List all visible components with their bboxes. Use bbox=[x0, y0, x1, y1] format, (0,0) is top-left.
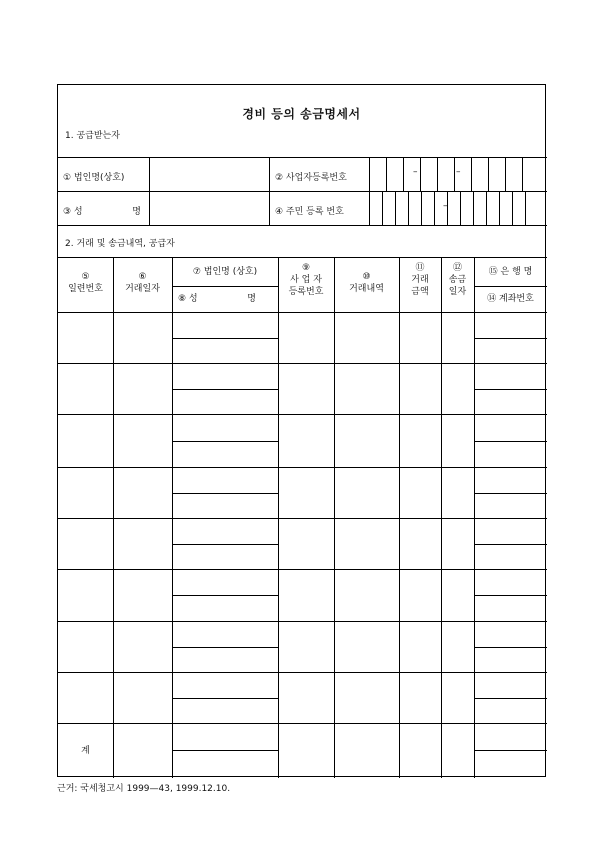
digit-box bbox=[386, 157, 387, 191]
divider bbox=[474, 698, 547, 699]
resident-reg-label: ④ 주민 등록 번호 bbox=[275, 207, 344, 217]
person-name-label-part2: 명 bbox=[132, 207, 141, 217]
header-business-reg bbox=[278, 262, 334, 298]
digit-box bbox=[382, 191, 383, 225]
divider bbox=[58, 225, 547, 226]
divider bbox=[474, 389, 547, 390]
digit-box bbox=[395, 191, 396, 225]
divider bbox=[172, 595, 278, 596]
header-account-number: ⑭ 계좌번호 bbox=[487, 294, 534, 304]
form-title: 경비 등의 송금명세서 bbox=[242, 107, 361, 121]
divider bbox=[441, 257, 442, 778]
digit-box bbox=[486, 191, 487, 225]
divider bbox=[58, 157, 547, 158]
digit-box bbox=[437, 157, 438, 191]
total-label: 계 bbox=[81, 746, 90, 756]
divider bbox=[149, 157, 150, 225]
divider bbox=[474, 338, 547, 339]
divider bbox=[334, 257, 335, 778]
header-remit-date-line1: 송금 bbox=[448, 275, 467, 285]
digit-box bbox=[488, 157, 489, 191]
header-serial-number: ⑤ bbox=[81, 272, 90, 282]
digit-box bbox=[454, 157, 455, 191]
header-person-name bbox=[178, 293, 256, 305]
divider bbox=[278, 257, 279, 778]
divider bbox=[172, 698, 278, 699]
digit-box bbox=[499, 191, 500, 225]
digit-box bbox=[512, 191, 513, 225]
divider bbox=[474, 750, 547, 751]
reg-dash: – bbox=[456, 167, 461, 177]
digit-box bbox=[403, 157, 404, 191]
section-1-heading: 1. 공급받는자 bbox=[65, 131, 120, 141]
divider bbox=[474, 286, 547, 287]
divider bbox=[369, 157, 370, 225]
divider bbox=[474, 595, 547, 596]
divider bbox=[399, 257, 400, 778]
header-serial bbox=[58, 271, 113, 295]
remittance-form bbox=[57, 84, 546, 777]
header-serial-label: 일련번호 bbox=[68, 284, 103, 294]
header-trade-details bbox=[334, 271, 399, 295]
header-company-name: ⑦ 법인명 (상호) bbox=[192, 267, 258, 277]
divider bbox=[172, 647, 278, 648]
digit-box bbox=[408, 191, 409, 225]
digit-box bbox=[505, 157, 506, 191]
person-name-label bbox=[63, 204, 141, 217]
digit-box bbox=[420, 157, 421, 191]
divider bbox=[474, 544, 547, 545]
divider bbox=[172, 493, 278, 494]
header-trade-date bbox=[113, 271, 172, 295]
divider bbox=[172, 750, 278, 751]
header-trade-amount-line1: 거래 bbox=[411, 275, 429, 285]
divider bbox=[474, 257, 475, 778]
divider bbox=[172, 338, 278, 339]
digit-box bbox=[473, 191, 474, 225]
header-business-reg-number: ⑨ bbox=[301, 263, 311, 273]
header-person-name-part2: 명 bbox=[247, 294, 256, 304]
header-trade-amount-line2: 금액 bbox=[411, 287, 429, 297]
person-name-label-part1: ③ 성 bbox=[63, 207, 83, 217]
header-trade-amount bbox=[399, 262, 441, 298]
divider bbox=[172, 257, 173, 778]
digit-box bbox=[460, 191, 461, 225]
divider bbox=[113, 257, 114, 778]
header-trade-amount-number: ⑪ bbox=[415, 263, 425, 273]
digit-box bbox=[421, 191, 422, 225]
header-remit-date-number: ⑫ bbox=[452, 263, 462, 273]
legal-basis-note: 근거: 국세청고시 1999—43, 1999.12.10. bbox=[57, 784, 231, 794]
company-name-label: ① 법인명(상호) bbox=[63, 173, 125, 183]
business-reg-label: ② 사업자등록번호 bbox=[275, 173, 347, 183]
divider bbox=[474, 647, 547, 648]
divider bbox=[172, 389, 278, 390]
divider bbox=[172, 441, 278, 442]
reg-dash: – bbox=[413, 167, 418, 177]
digit-box bbox=[471, 157, 472, 191]
digit-box bbox=[525, 191, 526, 225]
divider bbox=[172, 286, 278, 287]
divider bbox=[474, 493, 547, 494]
divider bbox=[172, 544, 278, 545]
header-trade-date-number: ⑥ bbox=[138, 272, 147, 282]
section-2-heading: 2. 거래 및 송금내역, 공급자 bbox=[65, 239, 175, 249]
header-bank-name: ⑮ 은 행 명 bbox=[488, 267, 533, 277]
header-trade-date-label: 거래일자 bbox=[125, 284, 160, 294]
header-business-reg-line1: 사 업 자 bbox=[290, 275, 322, 285]
header-business-reg-line2: 등록번호 bbox=[288, 287, 324, 297]
header-person-name-part1: ⑧ 성 bbox=[178, 294, 198, 304]
resident-dash: – bbox=[443, 201, 448, 211]
divider bbox=[474, 441, 547, 442]
header-trade-details-label: 거래내역 bbox=[349, 284, 384, 294]
divider bbox=[269, 157, 270, 225]
digit-box bbox=[522, 157, 523, 191]
header-remit-date-line2: 일자 bbox=[448, 287, 467, 297]
header-trade-details-number: ⑩ bbox=[362, 272, 371, 282]
digit-box bbox=[434, 191, 435, 225]
header-remit-date bbox=[441, 262, 474, 298]
